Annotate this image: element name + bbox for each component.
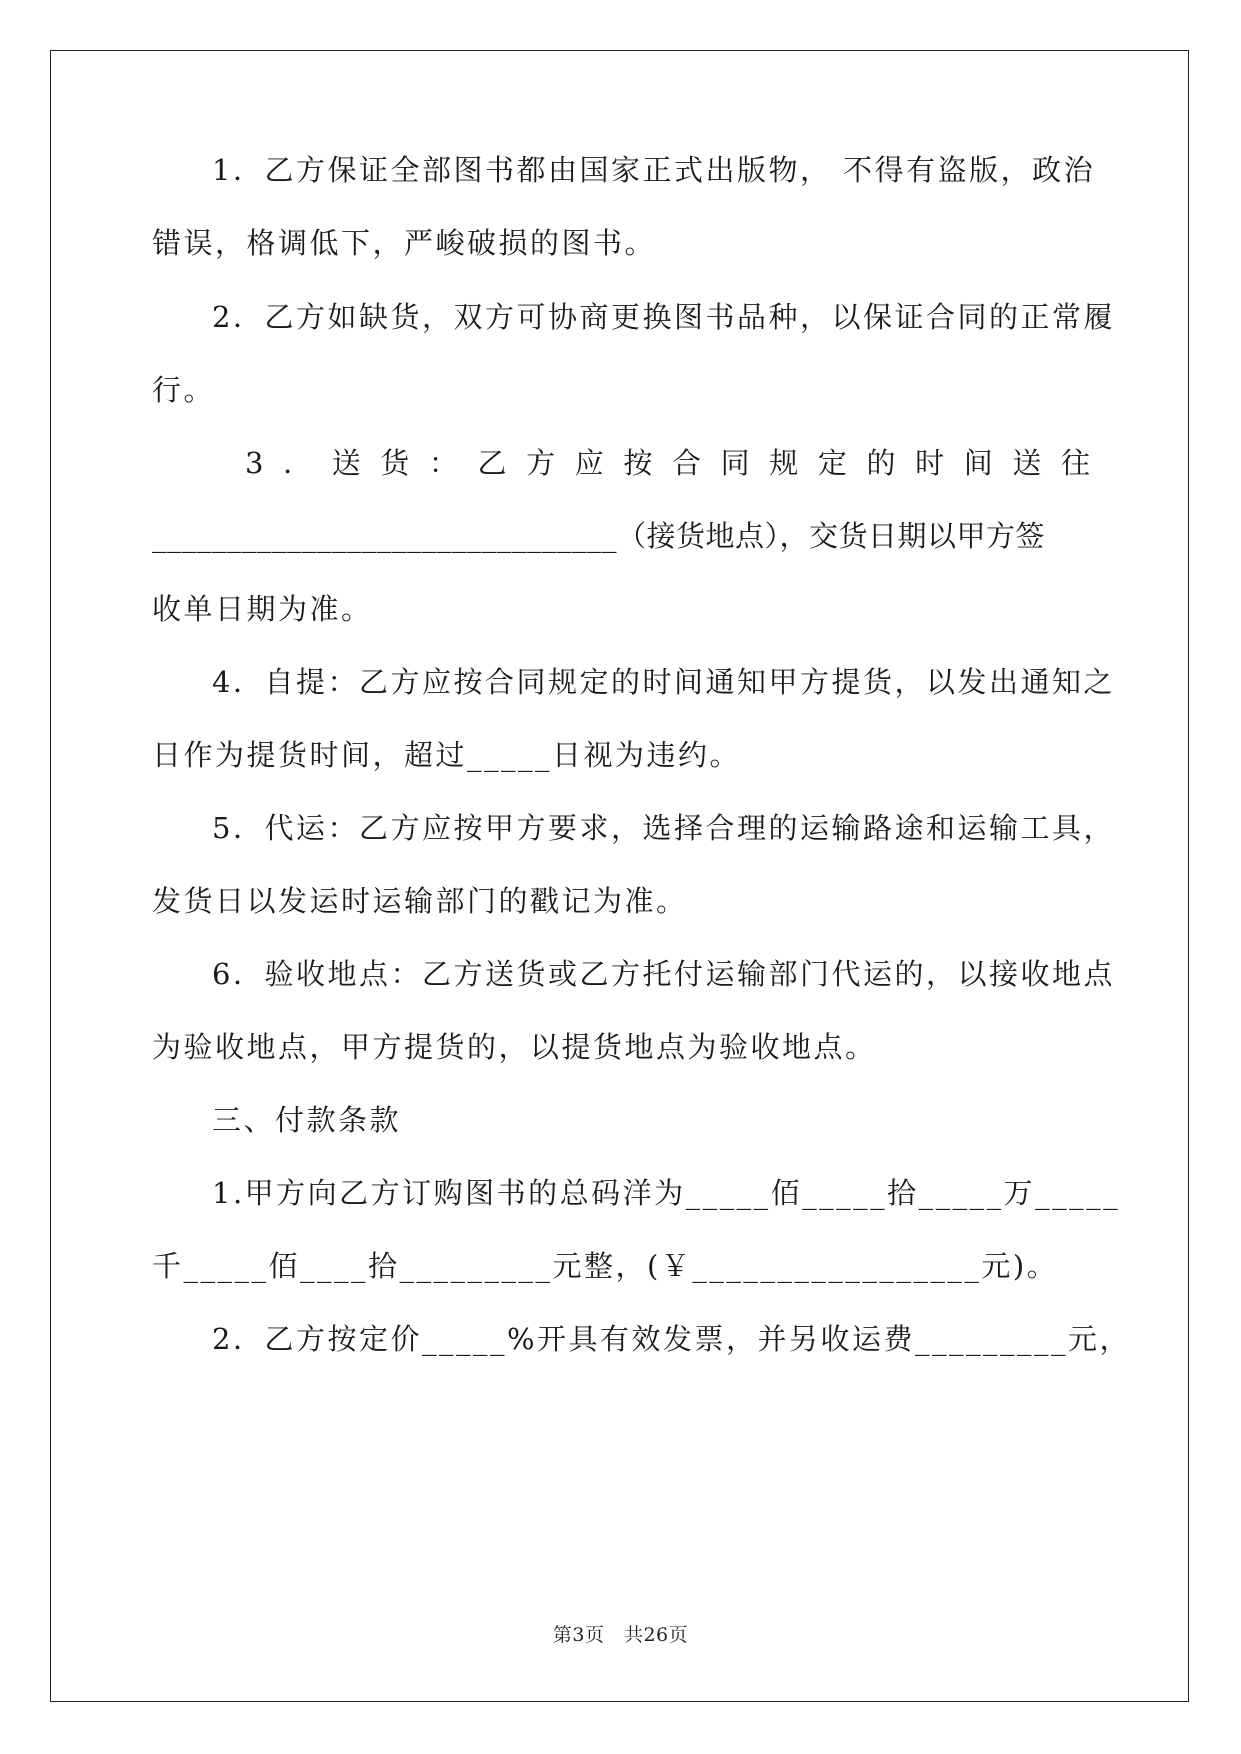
payment-2-line-1: 2．乙方按定价_____%开具有效发票，并另收运费_________元， bbox=[212, 1322, 1132, 1356]
para-5-line-1: 5．代运：乙方应按甲方要求，选择合理的运输路途和运输工具， bbox=[212, 811, 1115, 845]
payment-1-line-2: 千_____佰____拾_________元整，(￥_________________元)。 bbox=[152, 1249, 1059, 1283]
para-6-line-1: 6．验收地点：乙方送货或乙方托付运输部门代运的，以接收地点 bbox=[212, 957, 1115, 991]
para-2-line-2: 行。 bbox=[152, 373, 216, 407]
para-6-line-2: 为验收地点，甲方提货的，以提货地点为验收地点。 bbox=[152, 1030, 877, 1064]
section-heading-payment: 三、付款条款 bbox=[212, 1103, 402, 1137]
para-3-line-2: _______________________________（接货地点），交货日期以甲方签 bbox=[152, 519, 1046, 553]
para-3-line-3: 收单日期为准。 bbox=[152, 592, 373, 626]
para-1-line-2: 错误，格调低下，严峻破损的图书。 bbox=[152, 226, 657, 260]
para-3-line-1: 3．送货：乙方应按合同规定的时间送往 bbox=[245, 446, 1090, 480]
para-4-line-1: 4．自提：乙方应按合同规定的时间通知甲方提货，以发出通知之 bbox=[212, 665, 1115, 699]
page-number-footer: 第3页 共26页 bbox=[552, 1624, 689, 1646]
payment-1-line-1: 1.甲方向乙方订购图书的总码洋为_____佰_____拾_____万_____ bbox=[212, 1176, 1121, 1210]
para-1-line-1: 1．乙方保证全部图书都由国家正式出版物， 不得有盗版，政治 bbox=[212, 153, 1096, 187]
para-2-line-1: 2．乙方如缺货，双方可协商更换图书品种，以保证合同的正常履 bbox=[212, 300, 1115, 334]
para-4-line-2: 日作为提货时间，超过_____日视为违约。 bbox=[152, 738, 742, 772]
para-5-line-2: 发货日以发运时运输部门的戳记为准。 bbox=[152, 884, 688, 918]
